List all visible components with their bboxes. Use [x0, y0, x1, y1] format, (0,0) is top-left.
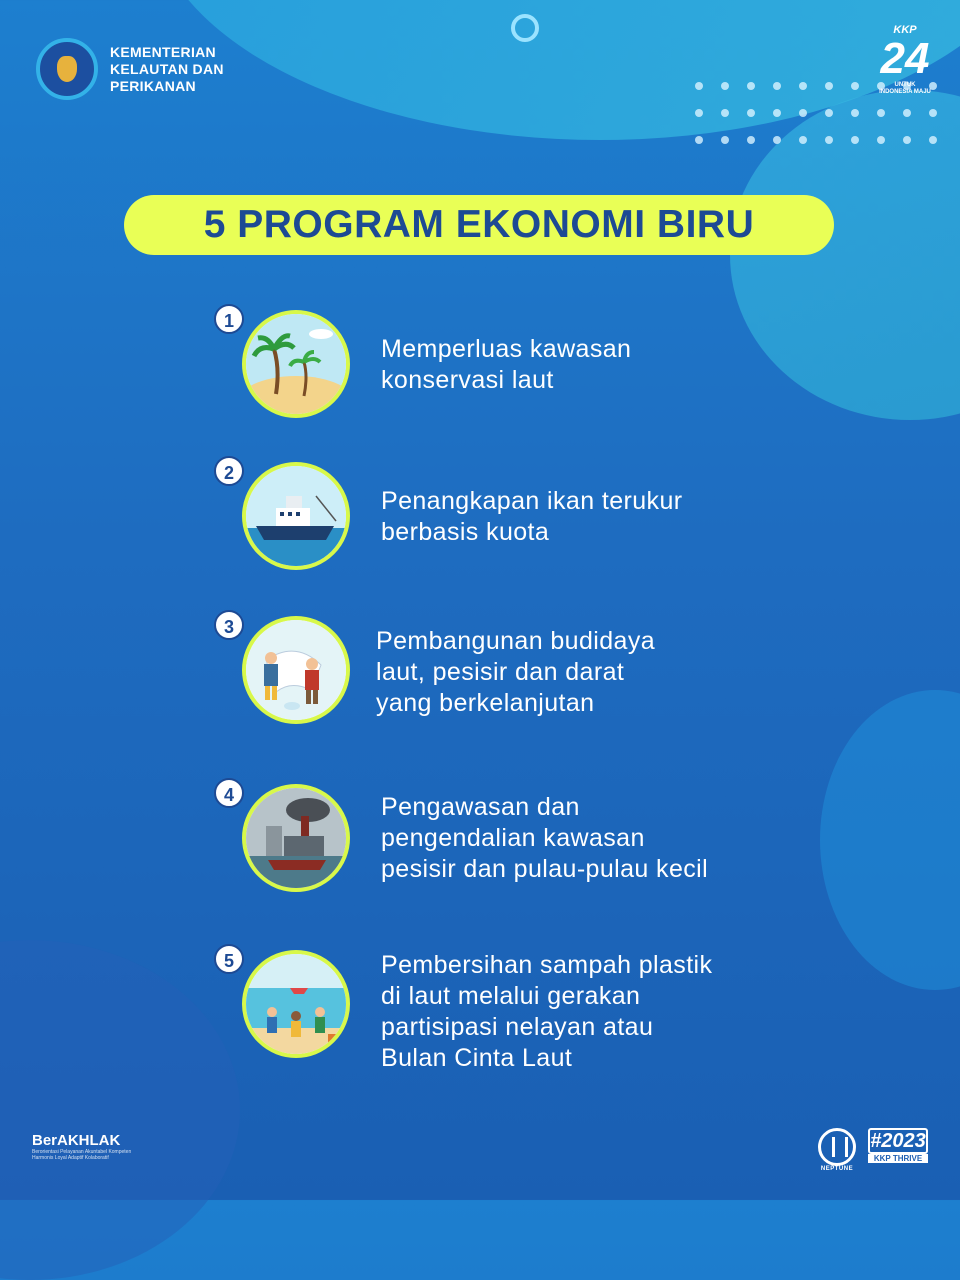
ministry-line-3: PERIKANAN — [110, 77, 196, 94]
decorative-dot — [851, 136, 859, 144]
program-line: partisipasi nelayan atau — [381, 1013, 654, 1041]
decorative-dot — [773, 136, 781, 144]
kkp-prefix: KKP — [893, 24, 917, 36]
neptune-label: NEPTUNE — [820, 1166, 854, 1172]
program-line: Memperluas kawasan — [381, 335, 632, 363]
ministry-line-1: KEMENTERIAN — [110, 43, 216, 60]
program-description — [376, 626, 655, 719]
decorative-dot — [799, 136, 807, 144]
page-title: 5 PROGRAM EKONOMI BIRU — [203, 203, 755, 246]
program-line: Pembangunan budidaya — [376, 627, 656, 655]
decorative-dot — [747, 82, 755, 90]
garuda-emblem-icon — [36, 38, 98, 100]
program-number-badge: 5 — [214, 944, 244, 974]
decorative-dot — [773, 109, 781, 117]
decorative-dot — [825, 82, 833, 90]
program-line: berbasis kuota — [381, 518, 550, 546]
kkp-anniversary-logo — [875, 24, 935, 114]
decorative-ring-icon — [511, 14, 539, 42]
program-line: pengendalian kawasan — [381, 824, 645, 852]
program-line: yang berkelanjutan — [376, 689, 595, 717]
decorative-dot — [851, 109, 859, 117]
decorative-dot — [799, 82, 807, 90]
program-description — [381, 334, 631, 396]
program-number-badge: 1 — [214, 304, 244, 334]
decorative-dot — [877, 136, 885, 144]
decorative-dot — [903, 136, 911, 144]
program-line: pesisir dan pulau-pulau kecil — [381, 855, 709, 883]
program-line: Penangkapan ikan terukur — [381, 487, 683, 515]
program-item-1 — [0, 304, 960, 444]
kkp-number: 24 — [880, 34, 930, 83]
program-item-2 — [0, 456, 960, 596]
hashtag-logo — [868, 1128, 928, 1163]
program-number-badge: 2 — [214, 456, 244, 486]
decorative-dot — [929, 136, 937, 144]
program-line: Bulan Cinta Laut — [381, 1044, 573, 1072]
program-line: Pembersihan sampah plastik — [381, 951, 713, 979]
hashtag-year: #2023 — [868, 1128, 928, 1154]
program-line: di laut melalui gerakan — [381, 982, 641, 1010]
palm-beach-icon — [242, 310, 350, 418]
program-number-badge: 3 — [214, 610, 244, 640]
program-description — [381, 486, 682, 548]
decorative-dot — [773, 82, 781, 90]
decorative-dot — [799, 109, 807, 117]
berakhlak-subtitle: Berorientasi Pelayanan Akuntabel Kompeten Harmonis Loyal Adaptif Kolaboratif — [32, 1149, 132, 1161]
kkp-tagline-2: INDONESIA MAJU — [879, 89, 931, 95]
decorative-dot — [747, 136, 755, 144]
decorative-dot — [695, 136, 703, 144]
program-line: konservasi laut — [381, 366, 554, 394]
program-line: laut, pesisir dan darat — [376, 658, 625, 686]
ministry-line-2: KELAUTAN DAN — [110, 60, 224, 77]
program-description — [381, 792, 708, 885]
decorative-dot — [851, 82, 859, 90]
decorative-dot — [695, 109, 703, 117]
decorative-dot — [825, 109, 833, 117]
decorative-dot — [747, 109, 755, 117]
program-line: Pengawasan dan — [381, 793, 580, 821]
program-description — [381, 950, 712, 1074]
program-item-5 — [0, 944, 960, 1084]
berakhlak-logo — [32, 1132, 132, 1161]
program-item-4 — [0, 778, 960, 918]
beach-cleanup-icon — [242, 950, 350, 1058]
program-number-badge: 4 — [214, 778, 244, 808]
berakhlak-title: BerAKHLAK — [32, 1132, 121, 1149]
kkp-tagline-1: UNTUK — [894, 82, 916, 88]
ministry-name — [110, 44, 224, 95]
program-item-3 — [0, 610, 960, 750]
decorative-dot — [695, 82, 703, 90]
decorative-dot — [721, 136, 729, 144]
trident-icon — [818, 1128, 856, 1166]
fishing-ship-icon — [242, 462, 350, 570]
hashtag-subtitle: KKP THRIVE — [868, 1154, 928, 1163]
neptune-logo — [815, 1128, 859, 1172]
coastal-industry-icon — [242, 784, 350, 892]
ministry-logo — [36, 38, 224, 100]
title-banner — [124, 195, 834, 255]
aquaculture-workers-icon — [242, 616, 350, 724]
decorative-dot — [825, 136, 833, 144]
decorative-dot — [721, 82, 729, 90]
decorative-dot — [721, 109, 729, 117]
